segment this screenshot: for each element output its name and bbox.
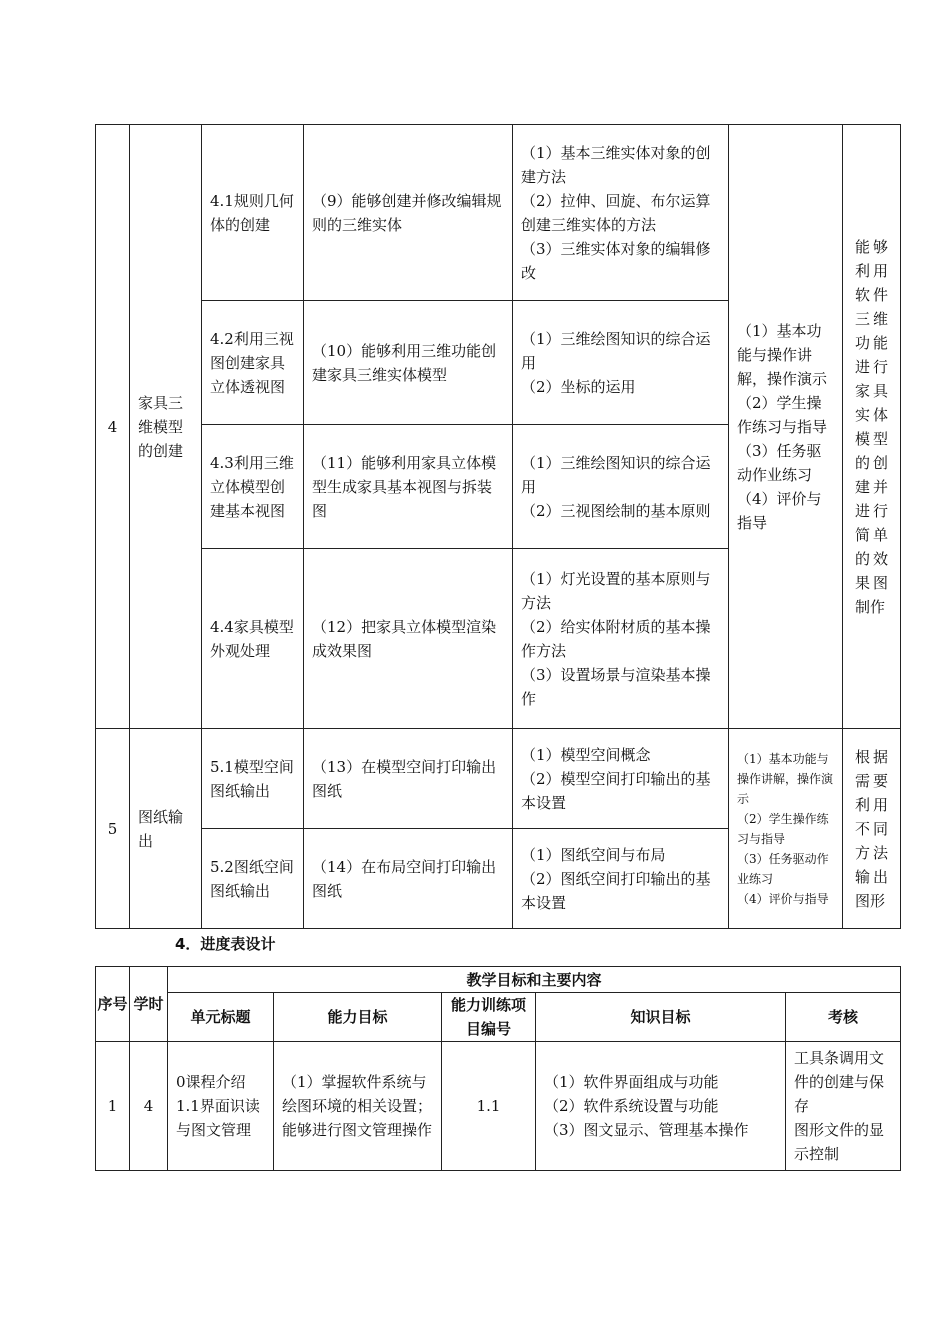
- knowledge-item: （2）拉伸、回旋、布尔运算创建三维实体的方法: [521, 191, 711, 234]
- assessment-line: 工具条调用文件的创建与保存: [794, 1049, 885, 1115]
- method-item: （4）评价与指导: [737, 891, 829, 906]
- table-row: [96, 1042, 901, 1171]
- knowledge-item: （3）三维实体对象的编辑修改: [521, 239, 711, 282]
- ability-cell: （12）把家具立体模型渲染成效果图: [304, 549, 513, 729]
- knowledge-cell: [536, 1042, 786, 1171]
- knowledge-cell: [513, 549, 729, 729]
- knowledge-item: （2）模型空间打印输出的基本设置: [521, 769, 711, 812]
- table-header-row: [96, 967, 901, 993]
- section-title: 4．进度表设计: [175, 935, 276, 953]
- schedule-table: [95, 966, 901, 1171]
- assessment-cell: 能够利用软件三维功能进行家具实体模型的创建并进行简单的效果图制作: [843, 125, 901, 729]
- seq-cell: 1: [96, 1042, 130, 1171]
- sub-title-cell: 4.3利用三维立体模型创建基本视图: [202, 425, 304, 549]
- method-item: （4）评价与指导: [737, 489, 822, 532]
- method-cell: [729, 729, 843, 929]
- header-assessment: 考核: [786, 993, 901, 1042]
- method-item: （2）学生操作练习与指导: [737, 811, 829, 846]
- knowledge-item: （1）图纸空间与布局: [521, 845, 666, 864]
- sub-title-cell: 4.2利用三视图创建家具立体透视图: [202, 301, 304, 425]
- sub-title-cell: 4.1规则几何体的创建: [202, 125, 304, 301]
- ability-cell: （1）掌握软件系统与绘图环境的相关设置；能够进行图文管理操作: [274, 1042, 442, 1171]
- sub-title-cell: 5.1模型空间图纸输出: [202, 729, 304, 829]
- knowledge-cell: [513, 729, 729, 829]
- table-row: [96, 729, 901, 829]
- header-unit: 单元标题: [168, 993, 274, 1042]
- method-item: （1）基本功能与操作讲解，操作演示: [737, 751, 834, 806]
- knowledge-item: （2）图纸空间打印输出的基本设置: [521, 869, 711, 912]
- knowledge-item: （1）三维绘图知识的综合运用: [521, 329, 711, 372]
- knowledge-item: （1）三维绘图知识的综合运用: [521, 453, 711, 496]
- hours-cell: 4: [130, 1042, 168, 1171]
- knowledge-item: （2）坐标的运用: [521, 377, 636, 396]
- project-cell: 1.1: [442, 1042, 536, 1171]
- unit-line: 0课程介绍: [176, 1073, 246, 1091]
- knowledge-item: （1）灯光设置的基本原则与方法: [521, 569, 711, 612]
- unit-line: 1.1界面识读与图文管理: [176, 1097, 260, 1139]
- ability-cell: （14）在布局空间打印输出图纸: [304, 829, 513, 929]
- method-cell: [729, 125, 843, 729]
- curriculum-table: [95, 124, 901, 929]
- method-item: （3）任务驱动作业练习: [737, 441, 822, 484]
- unit-cell: 图纸输出: [130, 729, 202, 929]
- sub-title-cell: 4.4家具模型外观处理: [202, 549, 304, 729]
- knowledge-item: （1）基本三维实体对象的创建方法: [521, 143, 711, 186]
- header-group: 教学目标和主要内容: [168, 967, 901, 993]
- sub-title-cell: 5.2图纸空间图纸输出: [202, 829, 304, 929]
- method-item: （3）任务驱动作业练习: [737, 851, 829, 886]
- knowledge-item: （2）三视图绘制的基本原则: [521, 501, 711, 520]
- knowledge-item: （2）给实体附材质的基本操作方法: [521, 617, 711, 660]
- unit-cell: 家具三维模型的创建: [130, 125, 202, 729]
- knowledge-item: （3）设置场景与渲染基本操作: [521, 665, 711, 708]
- header-ability: 能力目标: [274, 993, 442, 1042]
- assessment-cell: 根据需要利用不同方法输出图形: [843, 729, 901, 929]
- table-row: [96, 125, 901, 301]
- ability-cell: （9）能够创建并修改编辑规则的三维实体: [304, 125, 513, 301]
- knowledge-cell: [513, 829, 729, 929]
- unit-cell: [168, 1042, 274, 1171]
- knowledge-item: （1）模型空间概念: [521, 745, 651, 764]
- header-project: 能力训练项目编号: [442, 993, 536, 1042]
- knowledge-item: （2）软件系统设置与功能: [544, 1097, 719, 1115]
- knowledge-cell: [513, 301, 729, 425]
- knowledge-cell: [513, 425, 729, 549]
- table-header-row: [96, 993, 901, 1042]
- seq-cell: 5: [96, 729, 130, 929]
- ability-cell: （11）能够利用家具立体模型生成家具基本视图与拆装图: [304, 425, 513, 549]
- seq-cell: 4: [96, 125, 130, 729]
- knowledge-item: （3）图文显示、管理基本操作: [544, 1121, 749, 1139]
- ability-cell: （13）在模型空间打印输出图纸: [304, 729, 513, 829]
- method-item: （2）学生操作练习与指导: [737, 393, 828, 436]
- method-item: （1）基本功能与操作讲解，操作演示: [737, 321, 828, 388]
- header-knowledge: 知识目标: [536, 993, 786, 1042]
- header-hours: 学时: [130, 967, 168, 1042]
- ability-cell: （10）能够利用三维功能创建家具三维实体模型: [304, 301, 513, 425]
- knowledge-cell: [513, 125, 729, 301]
- assessment-line: 图形文件的显示控制: [794, 1121, 885, 1163]
- assessment-cell: [786, 1042, 901, 1171]
- knowledge-item: （1）软件界面组成与功能: [544, 1073, 719, 1091]
- header-seq: 序号: [96, 967, 130, 1042]
